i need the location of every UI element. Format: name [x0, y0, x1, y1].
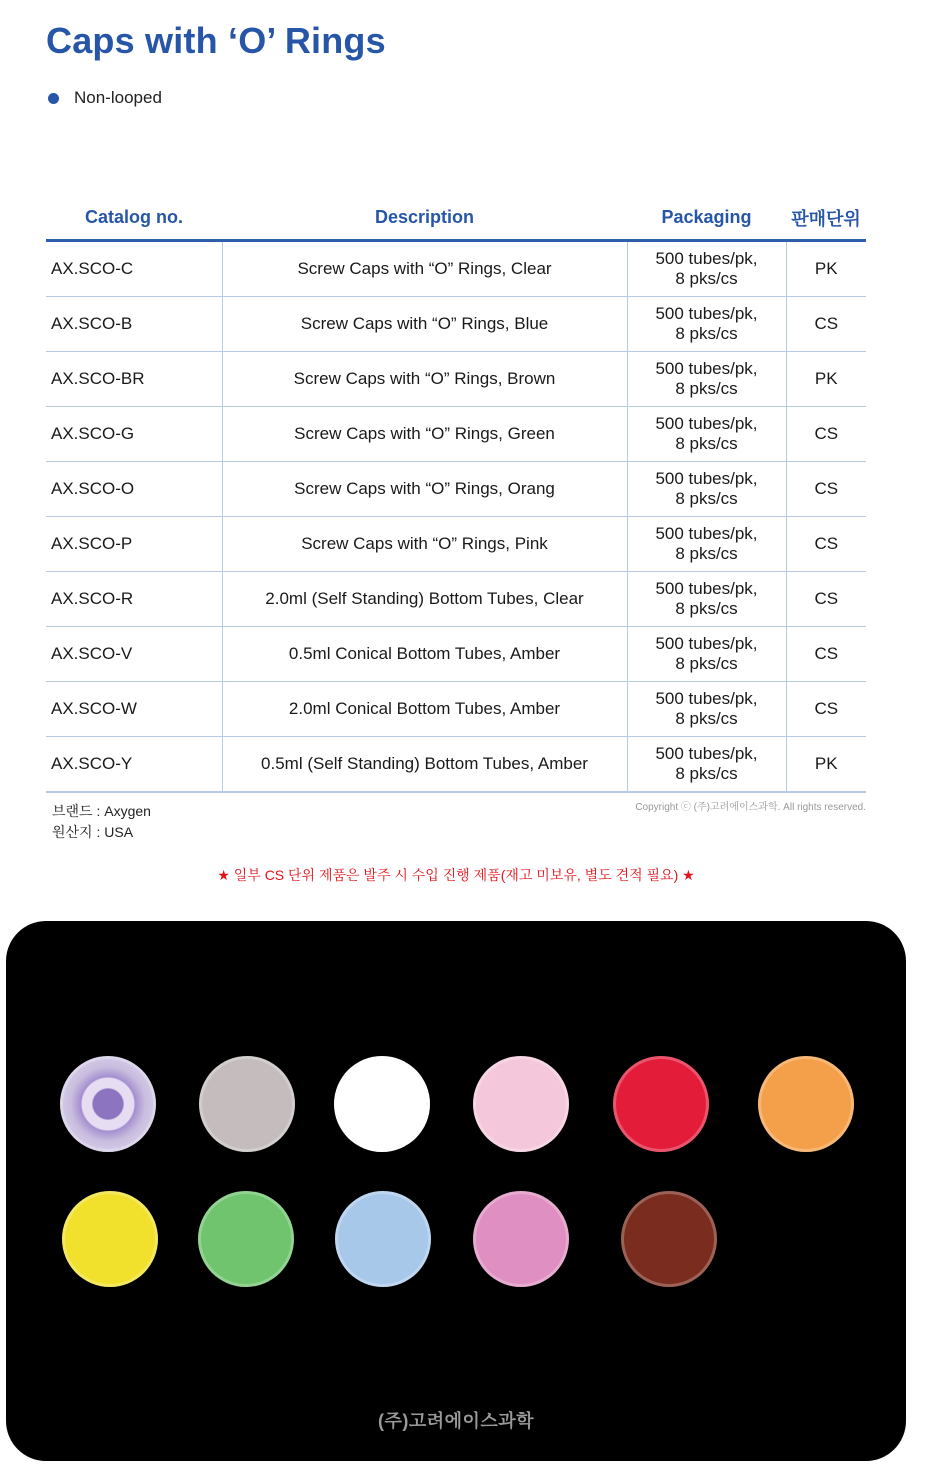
unit-cell: CS	[786, 517, 866, 572]
packaging-line-1: 500 tubes/pk,	[655, 249, 758, 268]
catalog-cell: AX.SCO-BR	[46, 352, 222, 407]
catalog-cell: AX.SCO-P	[46, 517, 222, 572]
order-notice: ★ 일부 CS 단위 제품은 발주 시 수입 진행 제품(재고 미보유, 별도 견적 필요) ★	[217, 867, 695, 883]
cap-image	[60, 1056, 156, 1152]
table-row	[46, 407, 866, 462]
cap-image	[473, 1056, 569, 1152]
bullet-item	[48, 88, 162, 108]
description-cell: Screw Caps with “O” Rings, Orang	[222, 462, 627, 517]
table-row	[46, 517, 866, 572]
cap-image	[758, 1056, 854, 1152]
packaging-line-1: 500 tubes/pk,	[655, 524, 758, 543]
unit-cell: PK	[786, 352, 866, 407]
packaging-cell	[627, 682, 786, 737]
description-cell: 0.5ml Conical Bottom Tubes, Amber	[222, 627, 627, 682]
packaging-line-1: 500 tubes/pk,	[655, 469, 758, 488]
cap-image	[198, 1191, 294, 1287]
cap-image	[473, 1191, 569, 1287]
unit-cell: CS	[786, 297, 866, 352]
catalog-table	[46, 196, 866, 793]
packaging-line-2: 8 pks/cs	[675, 324, 738, 343]
product-photo	[6, 921, 906, 1461]
unit-cell: CS	[786, 572, 866, 627]
cap-image	[613, 1056, 709, 1152]
description-cell: Screw Caps with “O” Rings, Clear	[222, 241, 627, 297]
table-header-row	[46, 196, 866, 241]
packaging-cell	[627, 462, 786, 517]
packaging-line-2: 8 pks/cs	[675, 709, 738, 728]
cap-image	[334, 1056, 430, 1152]
unit-cell: PK	[786, 737, 866, 793]
bullet-text: Non-looped	[74, 88, 162, 107]
packaging-line-2: 8 pks/cs	[675, 764, 738, 783]
description-cell: 2.0ml (Self Standing) Bottom Tubes, Clear	[222, 572, 627, 627]
packaging-line-1: 500 tubes/pk,	[655, 359, 758, 378]
catalog-cell: AX.SCO-G	[46, 407, 222, 462]
packaging-cell	[627, 572, 786, 627]
table-row	[46, 682, 866, 737]
description-cell: Screw Caps with “O” Rings, Pink	[222, 517, 627, 572]
packaging-line-2: 8 pks/cs	[675, 269, 738, 288]
catalog-cell: AX.SCO-W	[46, 682, 222, 737]
unit-cell: CS	[786, 682, 866, 737]
unit-cell: CS	[786, 407, 866, 462]
packaging-cell	[627, 517, 786, 572]
header-packaging: Packaging	[627, 196, 786, 241]
bullet-dot-icon	[48, 93, 59, 104]
packaging-cell	[627, 352, 786, 407]
header-catalog-no: Catalog no.	[46, 196, 222, 241]
cap-image	[62, 1191, 158, 1287]
packaging-line-1: 500 tubes/pk,	[655, 304, 758, 323]
catalog-cell: AX.SCO-Y	[46, 737, 222, 793]
origin-text: 원산지 : USA	[52, 824, 134, 840]
cap-image	[335, 1191, 431, 1287]
table-row	[46, 352, 866, 407]
packaging-line-2: 8 pks/cs	[675, 434, 738, 453]
table-row	[46, 572, 866, 627]
company-logo: (주)고려에이스과학	[377, 1411, 535, 1431]
table-row	[46, 627, 866, 682]
packaging-line-2: 8 pks/cs	[675, 599, 738, 618]
unit-cell: CS	[786, 627, 866, 682]
page-title: Caps with ‘O’ Rings	[46, 20, 386, 61]
description-cell: 2.0ml Conical Bottom Tubes, Amber	[222, 682, 627, 737]
brand-text: 브랜드 : Axygen	[52, 803, 151, 819]
packaging-cell	[627, 241, 786, 297]
packaging-line-1: 500 tubes/pk,	[655, 689, 758, 708]
copyright-text: Copyright ⓒ (주)고려에이스과학. All rights reserved.	[635, 802, 866, 813]
packaging-line-1: 500 tubes/pk,	[655, 744, 758, 763]
description-cell: Screw Caps with “O” Rings, Brown	[222, 352, 627, 407]
unit-cell: PK	[786, 241, 866, 297]
table-row	[46, 462, 866, 517]
header-sales-unit: 판매단위	[786, 196, 866, 241]
product-meta	[52, 801, 151, 843]
packaging-line-2: 8 pks/cs	[675, 654, 738, 673]
packaging-cell	[627, 297, 786, 352]
cap-image	[199, 1056, 295, 1152]
table-body	[46, 241, 866, 793]
packaging-line-2: 8 pks/cs	[675, 489, 738, 508]
packaging-cell	[627, 737, 786, 793]
table-row	[46, 297, 866, 352]
description-cell: Screw Caps with “O” Rings, Blue	[222, 297, 627, 352]
catalog-cell: AX.SCO-O	[46, 462, 222, 517]
unit-cell: CS	[786, 462, 866, 517]
packaging-line-2: 8 pks/cs	[675, 379, 738, 398]
table-row	[46, 241, 866, 297]
packaging-line-2: 8 pks/cs	[675, 544, 738, 563]
packaging-line-1: 500 tubes/pk,	[655, 414, 758, 433]
packaging-cell	[627, 627, 786, 682]
packaging-line-1: 500 tubes/pk,	[655, 634, 758, 653]
table-row	[46, 737, 866, 793]
packaging-line-1: 500 tubes/pk,	[655, 579, 758, 598]
catalog-cell: AX.SCO-C	[46, 241, 222, 297]
catalog-cell: AX.SCO-R	[46, 572, 222, 627]
description-cell: 0.5ml (Self Standing) Bottom Tubes, Amber	[222, 737, 627, 793]
description-cell: Screw Caps with “O” Rings, Green	[222, 407, 627, 462]
packaging-cell	[627, 407, 786, 462]
cap-image	[621, 1191, 717, 1287]
catalog-cell: AX.SCO-V	[46, 627, 222, 682]
header-description: Description	[222, 196, 627, 241]
catalog-cell: AX.SCO-B	[46, 297, 222, 352]
